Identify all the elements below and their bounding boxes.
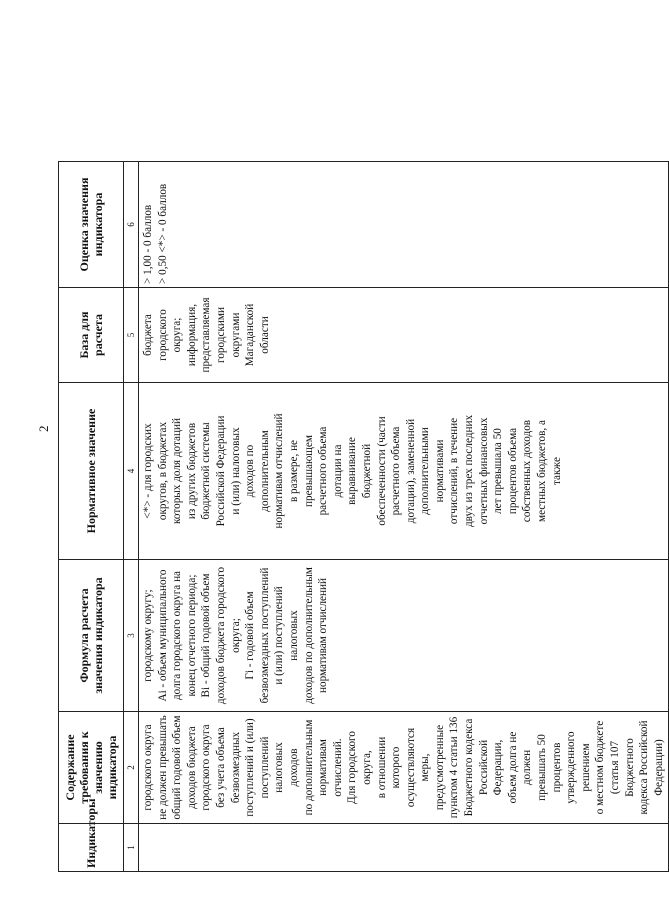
column-number: 1: [124, 824, 139, 872]
column-number-row: [124, 162, 139, 872]
column-number: 4: [124, 383, 139, 560]
header-row: [59, 162, 124, 872]
cell-base: бюджета городского округа; информация, представляемая городскими округами Магаданской области: [139, 288, 669, 383]
header-indicators: Индикаторы: [59, 824, 124, 872]
header-formula: Формула расчета значения индикатора: [59, 560, 124, 712]
header-assessment: Оценка значения индикатора: [59, 162, 124, 288]
cell-assessment: > 1,00 - 0 баллов > 0,50 <*> - 0 баллов: [139, 162, 669, 288]
header-requirement: Содержание требования к значению индикатора: [59, 712, 124, 824]
cell-formula: городскому округу; Аi - объем муниципального долга городского округа на конец отчетного периода; Вi - общий годовой объем доходов бюджета городского округа; Гi - годовой объем безвозмездных поступлений и (или) поступлений налоговых доходов по дополнительным нормативам отчислений: [139, 560, 669, 712]
column-number: 2: [124, 712, 139, 824]
column-number: 3: [124, 560, 139, 712]
header-normative: Нормативное значение: [59, 383, 124, 560]
cell-indicator: [139, 824, 669, 872]
column-number: 6: [124, 162, 139, 288]
rotated-table-container: [58, 162, 665, 872]
column-number: 5: [124, 288, 139, 383]
indicator-table: [58, 161, 669, 872]
table-row: [139, 162, 669, 872]
cell-normative: <*> - для городских округов, в бюджетах которых доля дотаций из других бюджетов бюджетной системы Российской Федерации и (или) налоговых доходов по дополнительным нормативам отчислений в размере, не превышающем расчетного объема дотации на выравнивание бюджетной обеспеченности (части расчетного объема дотации), замененной дополнительными нормативами отчислений, в течение двух из трех последних отчетных финансовых лет превышала 50 процентов объема собственных доходов местных бюджетов, а также: [139, 383, 669, 560]
header-base: База для расчета: [59, 288, 124, 383]
cell-requirement: городского округа не должен превышать общий годовой объем доходов бюджета городского округа без учета объема безвозмездных поступлений и (или) поступлений налоговых доходов по дополнительным нормативам отчислений. Для городского округа, в отношении которого осуществляются меры, предусмотренные пунктом 4 статьи 136 Бюджетного кодекса Российской Федерации, объем долга не должен превышать 50 процентов утвержденного решением о местном бюджете (статья 107 Бюджетного кодекса Российской Федерации): [139, 712, 669, 824]
page-number: 2: [36, 425, 51, 432]
